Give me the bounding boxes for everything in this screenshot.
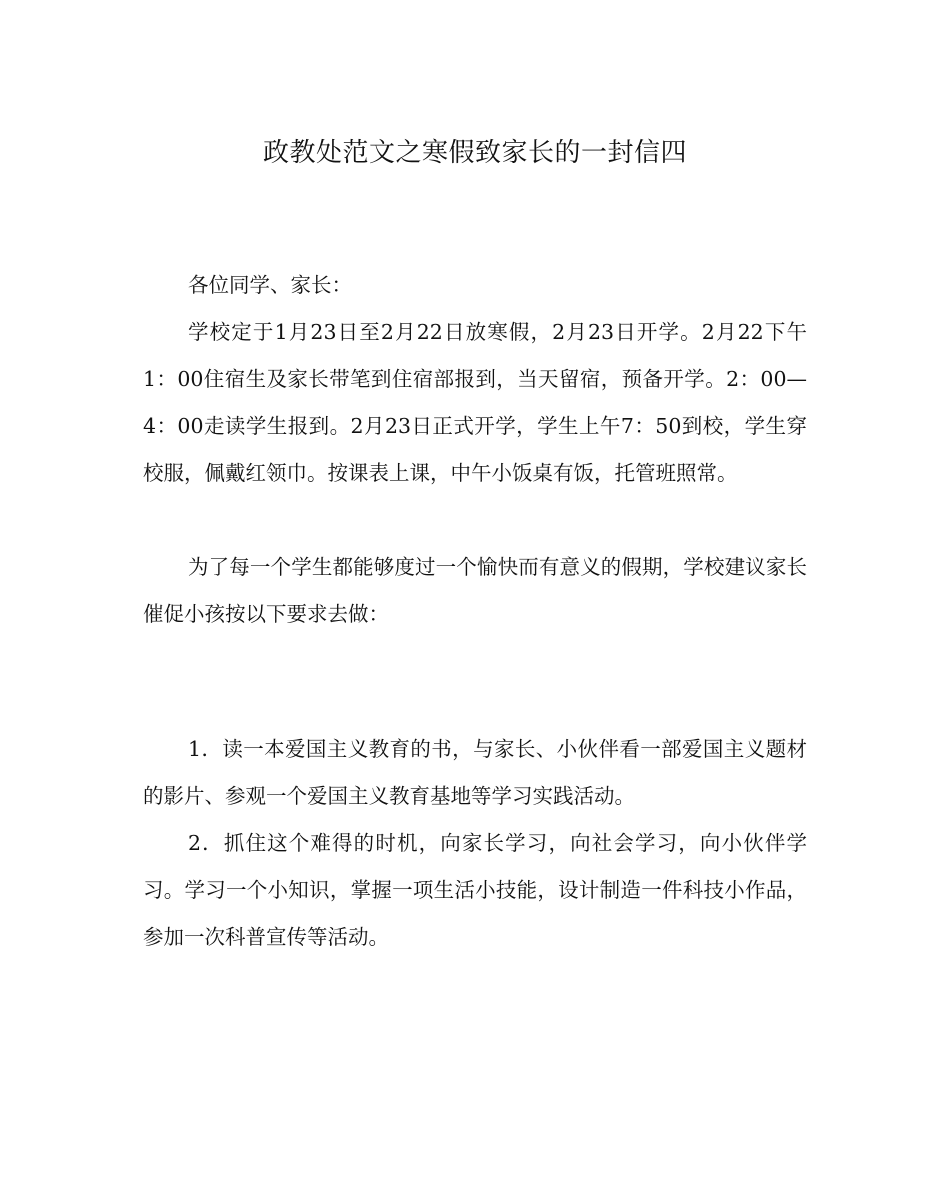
paragraph-schedule: 学校定于1月23日至2月22日放寒假，2月23日开学。2月22下午1：00住宿生及家长带笔到住宿部报到，当天留宿，预备开学。2：00—4：00走读学生报到。2月23日正式开学，学生上午7：50到校，学生穿校服，佩戴红领巾。按课表上课，中午小饭桌有饭，托管班照常。 bbox=[143, 320, 807, 485]
list-item-learning: 2．抓住这个难得的时机，向家长学习，向社会学习，向小伙伴学习。学习一个小知识，掌握一项生活小技能，设计制造一件科技小作品，参加一次科普宣传等活动。 bbox=[143, 831, 807, 949]
list-item-reading: 1．读一本爱国主义教育的书，与家长、小伙伴看一部爱国主义题材的影片、参观一个爱国主义教育基地等学习实践活动。 bbox=[143, 737, 807, 808]
page-title: 政教处范文之寒假致家长的一封信四 bbox=[262, 138, 687, 168]
greeting: 各位同学、家长： bbox=[188, 273, 352, 297]
paragraph-suggestion-intro: 为了每一个学生都能够度过一个愉快而有意义的假期，学校建议家长催促小孩按以下要求去做： bbox=[143, 555, 807, 626]
